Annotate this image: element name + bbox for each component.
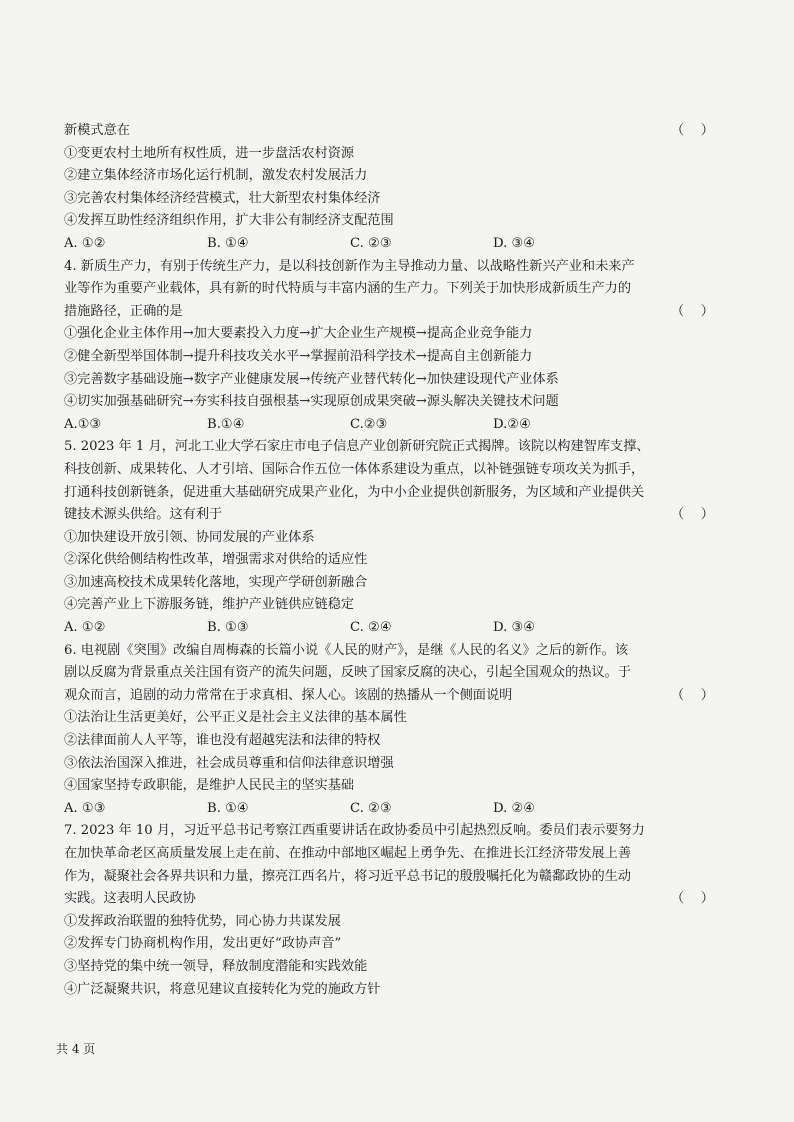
q7-stem-line-4-text: 实践。这表明人民政协: [64, 891, 196, 907]
q3-choice-d: D. ③④: [493, 235, 536, 251]
q5-stem-line-4: [64, 504, 714, 527]
q4-stem-line-3: [64, 301, 714, 324]
q5-option-4: ④完善产业上下游服务链，维护产业链供应链稳定: [64, 597, 355, 613]
q7-option-1: ①发挥政治联盟的独特优势，同心协力共谋发展: [64, 913, 341, 929]
q5-choices: [64, 617, 714, 640]
q5-option-1: ①加快建设开放引领、协同发展的产业体系: [64, 529, 315, 545]
q6-stem-line-2: 剧以反腐为背景重点关注国有资产的流失问题，反映了国家反腐的决心，引起全国观众的热议。于: [64, 665, 632, 681]
q6-option-3: ③依法治国深入推进，社会成员尊重和信仰法律意识增强: [64, 755, 394, 771]
q6-option-1: ①法治让生活更美好，公平正义是社会主义法律的基本属性: [64, 710, 407, 726]
q5-choice-b: B. ①③: [207, 620, 249, 636]
q5-stem-line-3: 打通科技创新链条，促进重大基础研究成果产业化，为中小企业提供创新服务，为区域和产业提供关: [64, 484, 645, 500]
q5-stem-line-2: 科技创新、成果转化、人才引培、国际合作五位一体体系建设为重点，以补链强链专项攻关为抓手，: [64, 461, 645, 477]
q4-option-4: ④切实加强基础研究→夯实科技自强根基→实现原创成果突破→源头解决关键技术问题: [64, 394, 559, 410]
q4-choices: [64, 414, 714, 437]
q3-option-1: ①变更农村土地所有权性质，进一步盘活农村资源: [64, 145, 355, 161]
q4-option-2: ②健全新型举国体制→提升科技攻关水平→掌握前沿科学技术→提高自主创新能力: [64, 348, 533, 364]
q3-choices: [64, 233, 714, 256]
q7-stem-line-4: [64, 888, 714, 911]
q5-option-2: ②深化供给侧结构性改革，增强需求对供给的适应性: [64, 552, 368, 568]
q7-option-4: ④广泛凝聚共识，将意见建议直接转化为党的施政方针: [64, 981, 381, 997]
q5-stem-line-1: 5. 2023 年 1 月，河北工业大学石家庄市电子信息产业创新研究院正式揭牌。该院以构建智库支撑、: [64, 439, 650, 455]
q6-stem-line-3: [64, 685, 714, 708]
q5-choice-a: A. ①②: [64, 620, 106, 636]
q7-option-2: ②发挥专门协商机构作用，发出更好“政协声音”: [64, 936, 342, 952]
q6-choices: [64, 798, 714, 821]
page-footer: 共 4 页: [56, 1042, 96, 1056]
q4-choice-d: D.②④: [493, 416, 531, 432]
q3-stem-text: 新模式意在: [64, 123, 130, 138]
q6-choice-a: A. ①③: [64, 800, 106, 816]
q7-stem-line-1: 7. 2023 年 10 月，习近平总书记考察江西重要讲话在政协委员中引起热烈反响。委员们表示要努力: [64, 823, 645, 839]
q4-option-3: ③完善数字基础设施→数字产业健康发展→传统产业替代转化→加快建设现代产业体系: [64, 371, 559, 387]
q6-stem-line-3-text: 观众而言，追剧的动力常常在于求真相、探人心。该剧的热播从一个侧面说明: [64, 687, 513, 703]
q6-option-4: ④国家坚持专政职能，是维护人民民主的坚实基础: [64, 778, 355, 794]
q6-stem-line-1: 6. 电视剧《突围》改编自周梅森的长篇小说《人民的财产》，是继《人民的名义》之后的新作。该: [64, 642, 629, 658]
q4-choice-b: B.①④: [207, 416, 245, 432]
q3-answer-bracket: （ ）: [670, 123, 714, 138]
q5-answer-bracket: （ ）: [670, 507, 714, 523]
q4-stem-line-2: 业等作为重要产业载体，具有新的时代特质与丰富内涵的生产力。下列关于加快形成新质生产力的: [64, 281, 632, 297]
q3-choice-c: C. ②③: [350, 235, 392, 251]
exam-page: [64, 120, 714, 1001]
q6-choice-c: C. ②③: [350, 800, 392, 816]
q5-choice-d: D. ③④: [493, 620, 536, 636]
q3-choice-a: A. ①②: [64, 235, 106, 251]
q4-stem-line-1: 4. 新质生产力，有别于传统生产力，是以科技创新作为主导推动力量、以战略性新兴产业和未来产: [64, 258, 635, 274]
q3-option-2: ②建立集体经济市场化运行机制，激发农村发展活力: [64, 168, 368, 184]
q7-answer-bracket: （ ）: [670, 891, 714, 907]
q4-choice-a: A.①③: [64, 416, 102, 432]
q4-choice-c: C.②③: [350, 416, 388, 432]
q3-stem: [64, 120, 714, 143]
q4-answer-bracket: （ ）: [670, 303, 714, 319]
q3-option-3: ③完善农村集体经济经营模式，壮大新型农村集体经济: [64, 190, 381, 206]
q7-stem-line-3: 作为，凝聚社会各界共识和力量，擦亮江西名片，将习近平总书记的殷殷嘱托化为赣鄱政协的生动: [64, 868, 632, 884]
q5-choice-c: C. ②④: [350, 620, 392, 636]
q5-stem-line-4-text: 键技术源头供给。这有利于: [64, 507, 223, 523]
q7-option-3: ③坚持党的集中统一领导，释放制度潜能和实践效能: [64, 958, 368, 974]
q4-stem-line-3-text: 措施路径，正确的是: [64, 303, 183, 319]
q3-choice-b: B. ①④: [207, 235, 249, 251]
q5-option-3: ③加速高校技术成果转化落地，实现产学研创新融合: [64, 574, 368, 590]
q6-option-2: ②法律面前人人平等，谁也没有超越宪法和法律的特权: [64, 733, 381, 749]
q3-option-4: ④发挥互助性经济组织作用，扩大非公有制经济支配范围: [64, 213, 394, 229]
q7-stem-line-2: 在加快革命老区高质量发展上走在前、在推动中部地区崛起上勇争先、在推进长江经济带发展上善: [64, 846, 632, 861]
q6-choice-d: D. ②④: [493, 800, 536, 816]
q6-choice-b: B. ①④: [207, 800, 249, 816]
q6-answer-bracket: （ ）: [670, 687, 714, 703]
q4-option-1: ①强化企业主体作用→加大要素投入力度→扩大企业生产规模→提高企业竞争能力: [64, 326, 533, 342]
